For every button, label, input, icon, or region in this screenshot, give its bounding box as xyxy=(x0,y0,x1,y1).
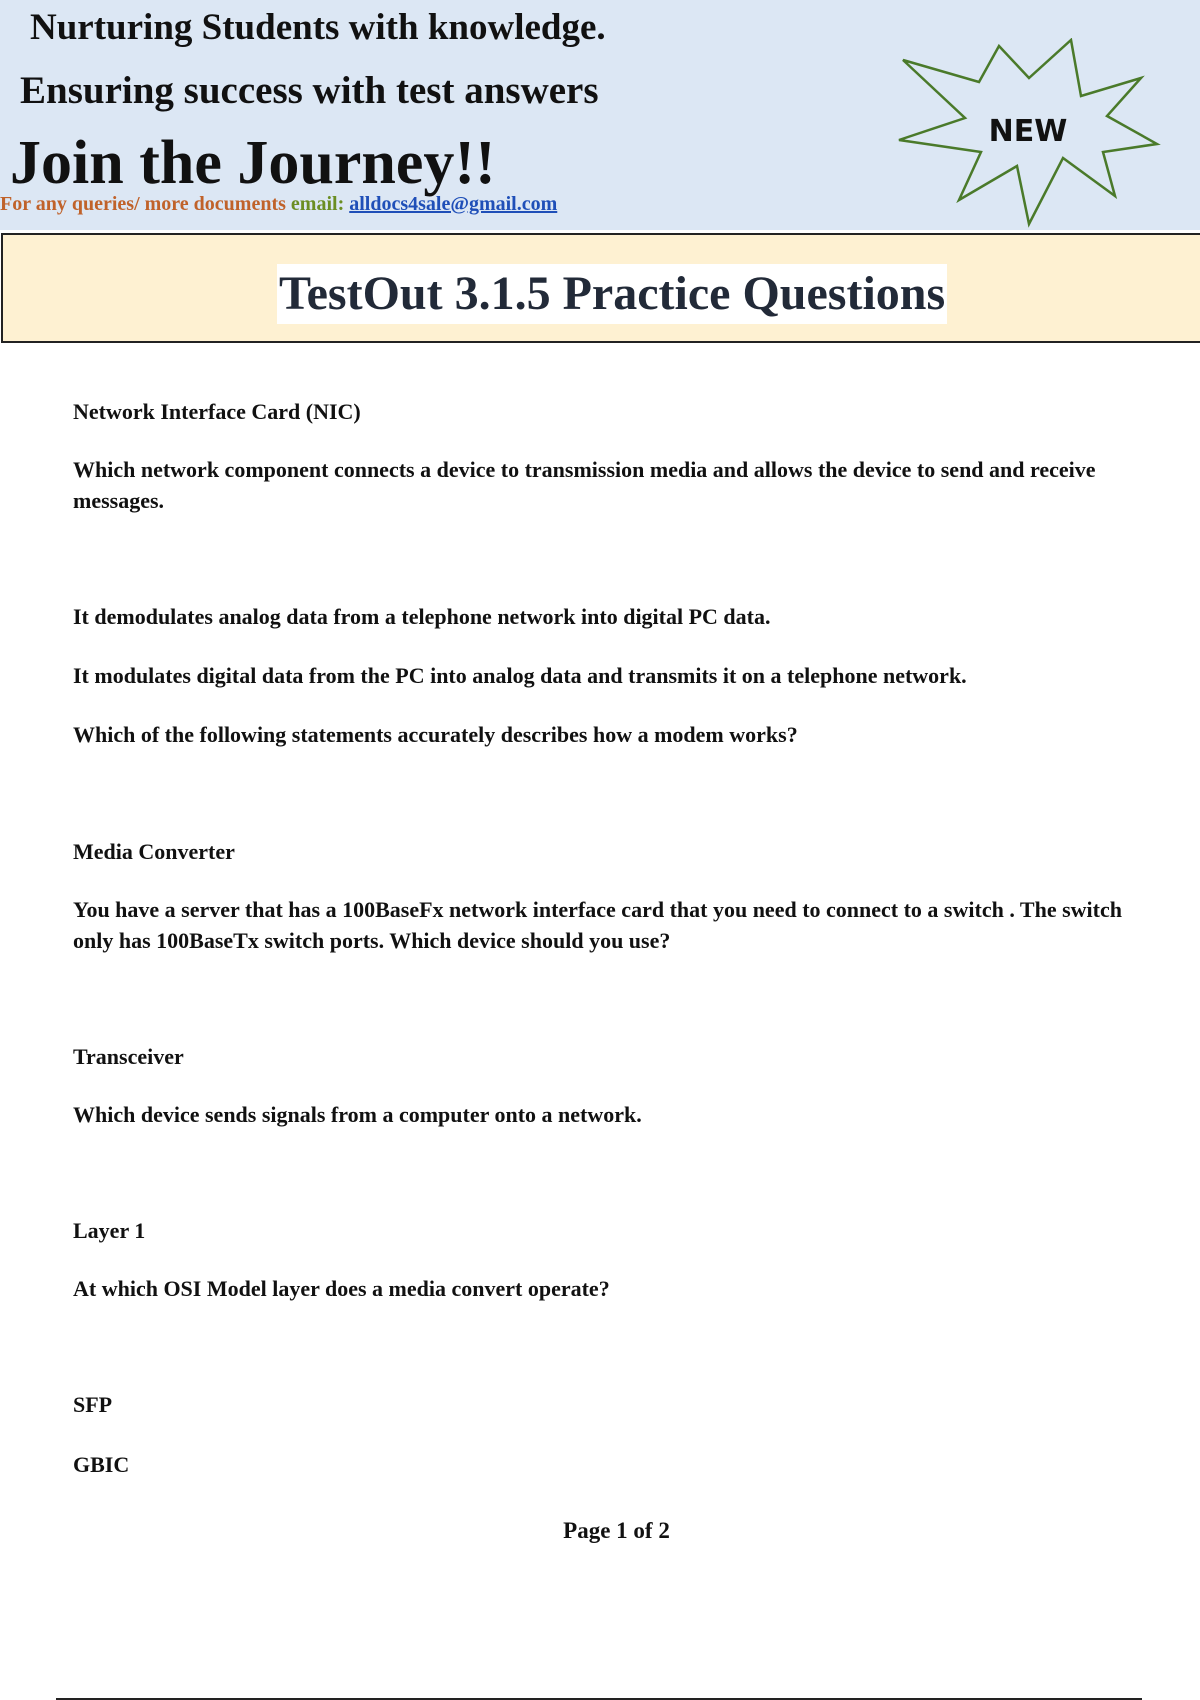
document-title: TestOut 3.1.5 Practice Questions xyxy=(277,264,947,324)
contact-email-link[interactable]: alldocs4sale@gmail.com xyxy=(349,193,558,215)
question-line: Which device sends signals from a computer onto a network. xyxy=(73,1102,642,1127)
answer-line: Media Converter xyxy=(73,839,235,864)
tagline-line-1: Nurturing Students with knowledge. xyxy=(30,7,606,48)
contact-email-label: email: xyxy=(290,193,345,215)
question-line: You have a server that has a 100BaseFx network interface card that you need to connect to a switch . The switch only has 100BaseTx switch ports. Which device should you use? xyxy=(73,897,1122,953)
page-number: Page 1 of 2 xyxy=(563,1518,670,1543)
header-banner xyxy=(0,0,1200,230)
answer-line: SFP xyxy=(73,1392,113,1417)
answer-line: GBIC xyxy=(73,1452,130,1477)
contact-line xyxy=(0,193,557,216)
tagline-line-2: Ensuring success with test answers xyxy=(20,69,599,112)
contact-prefix: For any queries/ more documents xyxy=(0,193,286,215)
new-badge-label: NEW xyxy=(988,114,1068,149)
question-line: Which of the following statements accurately describes how a modem works? xyxy=(73,722,798,747)
call-to-action-heading: Join the Journey!! xyxy=(10,129,496,197)
answer-line: Network Interface Card (NIC) xyxy=(73,399,361,424)
answer-line: Layer 1 xyxy=(73,1218,146,1243)
answer-line: Transceiver xyxy=(73,1044,184,1069)
question-line: Which network component connects a device to transmission media and allows the device to send and receive messages. xyxy=(73,457,1096,513)
answer-line: It modulates digital data from the PC into analog data and transmits it on a telephone network. xyxy=(73,663,967,688)
question-line: At which OSI Model layer does a media convert operate? xyxy=(73,1276,610,1301)
document-body xyxy=(73,396,1163,1480)
answer-line: It demodulates analog data from a telephone network into digital PC data. xyxy=(73,604,771,629)
